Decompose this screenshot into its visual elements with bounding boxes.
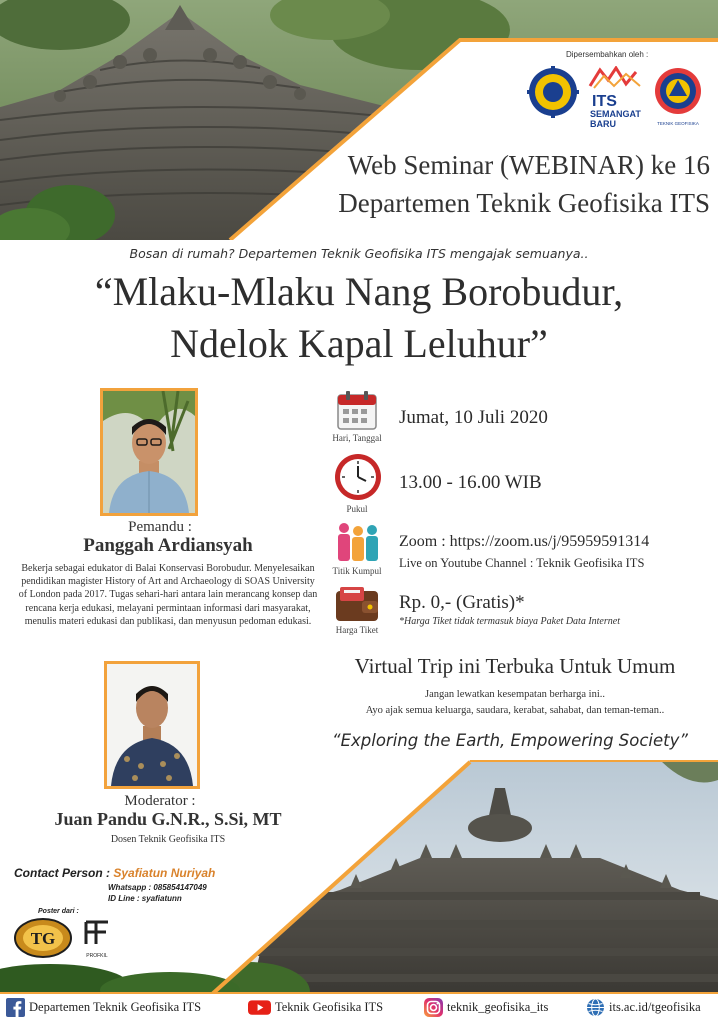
- instagram-label: teknik_geofisika_its: [447, 1000, 549, 1014]
- footer-instagram[interactable]: [424, 998, 548, 1017]
- speaker-photo: [100, 388, 198, 516]
- moderator-name: Juan Pandu G.N.R., S.Si, MT: [54, 809, 282, 829]
- clock-icon: [333, 452, 383, 502]
- social-footer: [0, 992, 718, 1024]
- contact-line-id: ID Line : syafiatunn: [108, 894, 182, 903]
- its-logo-subtext-2: BARU: [590, 119, 616, 129]
- instagram-icon: [424, 998, 443, 1017]
- time-value: 13.00 - 16.00 WIB: [399, 472, 542, 493]
- its-crest-logo: [527, 66, 579, 118]
- footer-website[interactable]: [586, 998, 701, 1017]
- its-logo-text: ITS: [592, 93, 617, 110]
- invite-line-1: Jangan lewatkan kesempatan berharga ini..: [425, 689, 605, 700]
- motto: “Exploring the Earth, Empowering Society”: [332, 731, 688, 750]
- contact-name: Syafiatun Nuriyah: [113, 866, 216, 880]
- globe-icon: [586, 998, 605, 1017]
- profkil-logo: [80, 918, 114, 964]
- presented-by-label: Dipersembahkan oleh :: [566, 50, 649, 59]
- hmtg-logo: [14, 918, 72, 958]
- tg-gear-icon: [653, 66, 703, 116]
- guide-bio: Bekerja sebagai edukator di Balai Konservasi Borobudur. Menyelesaikan pendidikan magister History of Art and Archaeology di SOAS University of London pada 2017. Tugas sehari-hari antara lain merancang konsep dan rencana kerja edukasi, melayani permintaan informasi dari masyarakat, menulis materi edukasi dan publikasi, dan menyusun pedoman edukasi.: [18, 563, 318, 627]
- svg-text:TG: TG: [30, 929, 56, 948]
- footer-youtube[interactable]: [248, 998, 383, 1017]
- teknik-geofisika-logo: [650, 66, 706, 126]
- moderator-title: Dosen Teknik Geofisika ITS: [110, 834, 226, 845]
- tg-logo-caption: TEKNIK GEOFISIKA: [657, 121, 699, 126]
- price-value: Rp. 0,- (Gratis)*: [399, 592, 525, 613]
- website-label: its.ac.id/tgeofisika: [609, 1000, 701, 1014]
- guide-name: Panggah Ardiansyah: [83, 535, 253, 556]
- calendar-icon: [336, 389, 378, 431]
- youtube-icon: [248, 998, 271, 1017]
- price-label: Harga Tiket: [335, 625, 379, 635]
- venue-label: Titik Kumpul: [332, 566, 382, 576]
- its-semangat-baru-logo: [586, 66, 644, 129]
- contact-person: [14, 866, 215, 880]
- facebook-icon: [6, 998, 25, 1017]
- webinar-title: Web Seminar (WEBINAR) ke 16: [347, 150, 710, 180]
- open-to-public-title: Virtual Trip ini Terbuka Untuk Umum: [354, 654, 676, 678]
- zoom-link[interactable]: Zoom : https://zoom.us/j/95959591314: [399, 533, 650, 550]
- time-label: Pukul: [346, 504, 368, 514]
- guide-role-label: Pemandu :: [128, 519, 192, 535]
- youtube-label: Teknik Geofisika ITS: [275, 1000, 384, 1014]
- contact-label: Contact Person :: [14, 866, 114, 880]
- date-value: Jumat, 10 Juli 2020: [399, 407, 548, 428]
- its-ribbon-icon: [586, 66, 644, 90]
- profkil-caption: PROFKIL: [86, 953, 108, 959]
- poster-by-label: Poster dari :: [38, 908, 79, 915]
- moderator-role-label: Moderator :: [124, 793, 196, 809]
- youtube-channel: Live on Youtube Channel : Teknik Geofisika ITS: [399, 556, 645, 570]
- tagline: Bosan di rumah? Departemen Teknik Geofisika ITS mengajak semuanya..: [129, 246, 589, 261]
- facebook-label: Departemen Teknik Geofisika ITS: [29, 1000, 202, 1014]
- date-label: Hari, Tanggal: [332, 433, 382, 443]
- profkil-mark-icon: [82, 918, 112, 948]
- contact-whatsapp: Whatsapp : 085854147049: [108, 883, 207, 892]
- department-title: Departemen Teknik Geofisika ITS: [338, 188, 710, 218]
- theme-quote-line-2: Ndelok Kapal Leluhur”: [170, 321, 548, 366]
- speaker-portrait: [103, 391, 195, 513]
- its-logo-subtext-1: SEMANGAT: [590, 109, 641, 119]
- wallet-icon: [334, 585, 380, 623]
- theme-quote-line-1: “Mlaku-Mlaku Nang Borobudur,: [94, 269, 624, 314]
- price-note: *Harga Tiket tidak termasuk biaya Paket Data Internet: [399, 616, 620, 627]
- people-icon: [334, 522, 382, 562]
- invite-line-2: Ayo ajak semua keluarga, saudara, kerabat, sahabat, dan teman-teman..: [365, 705, 665, 716]
- footer-facebook[interactable]: [6, 998, 201, 1017]
